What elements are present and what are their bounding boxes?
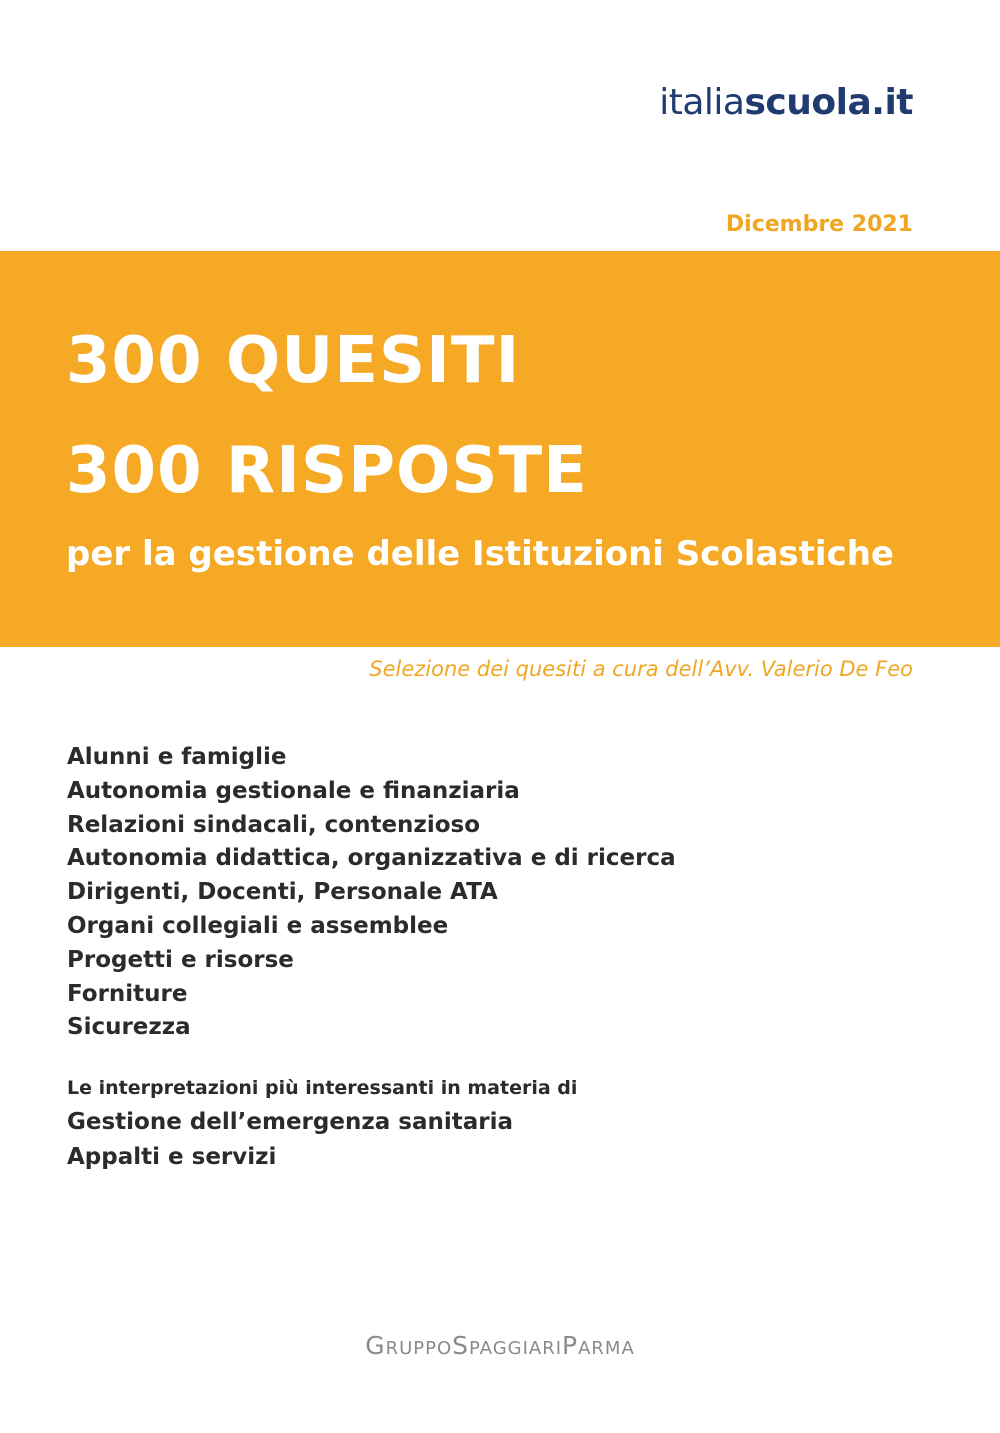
topic-list xyxy=(67,741,676,1045)
topic-item: Autonomia gestionale e finanziaria xyxy=(67,777,520,804)
topic-item: Alunni e famiglie xyxy=(67,744,287,770)
logo-text-scuola: scuola.it xyxy=(744,82,913,123)
topic-item: Autonomia didattica, organizzativa e di ricerca xyxy=(67,845,676,872)
topic-item: Relazioni sindacali, contenzioso xyxy=(67,811,480,838)
publisher-name: GruppoSpaggiariParma xyxy=(365,1331,635,1360)
editor-note: Selezione dei quesiti a cura dell’Avv. Valerio De Feo xyxy=(369,657,913,681)
interpretation-item: Gestione dell’emergenza sanitaria xyxy=(67,1109,513,1135)
topic-item: Sicurezza xyxy=(67,1014,191,1041)
interpretations-intro: Le interpretazioni più interessanti in materia di xyxy=(67,1077,578,1099)
title-line-2: 300 RISPOSTE xyxy=(66,434,588,508)
subtitle: per la gestione delle Istituzioni Scolastiche xyxy=(66,534,894,574)
topic-item: Organi collegiali e assemblee xyxy=(67,912,449,939)
title-line-1: 300 QUESITI xyxy=(66,324,521,398)
topic-item: Progetti e risorse xyxy=(67,946,294,973)
publisher-logo xyxy=(659,82,913,123)
topic-item: Dirigenti, Docenti, Personale ATA xyxy=(67,879,498,906)
logo-text-italia: italia xyxy=(659,82,745,123)
topic-item: Forniture xyxy=(67,980,188,1007)
edition-date: Dicembre 2021 xyxy=(725,212,913,237)
interpretation-item: Appalti e servizi xyxy=(67,1144,277,1170)
interpretations-list xyxy=(67,1105,513,1175)
title-band xyxy=(0,251,1000,647)
